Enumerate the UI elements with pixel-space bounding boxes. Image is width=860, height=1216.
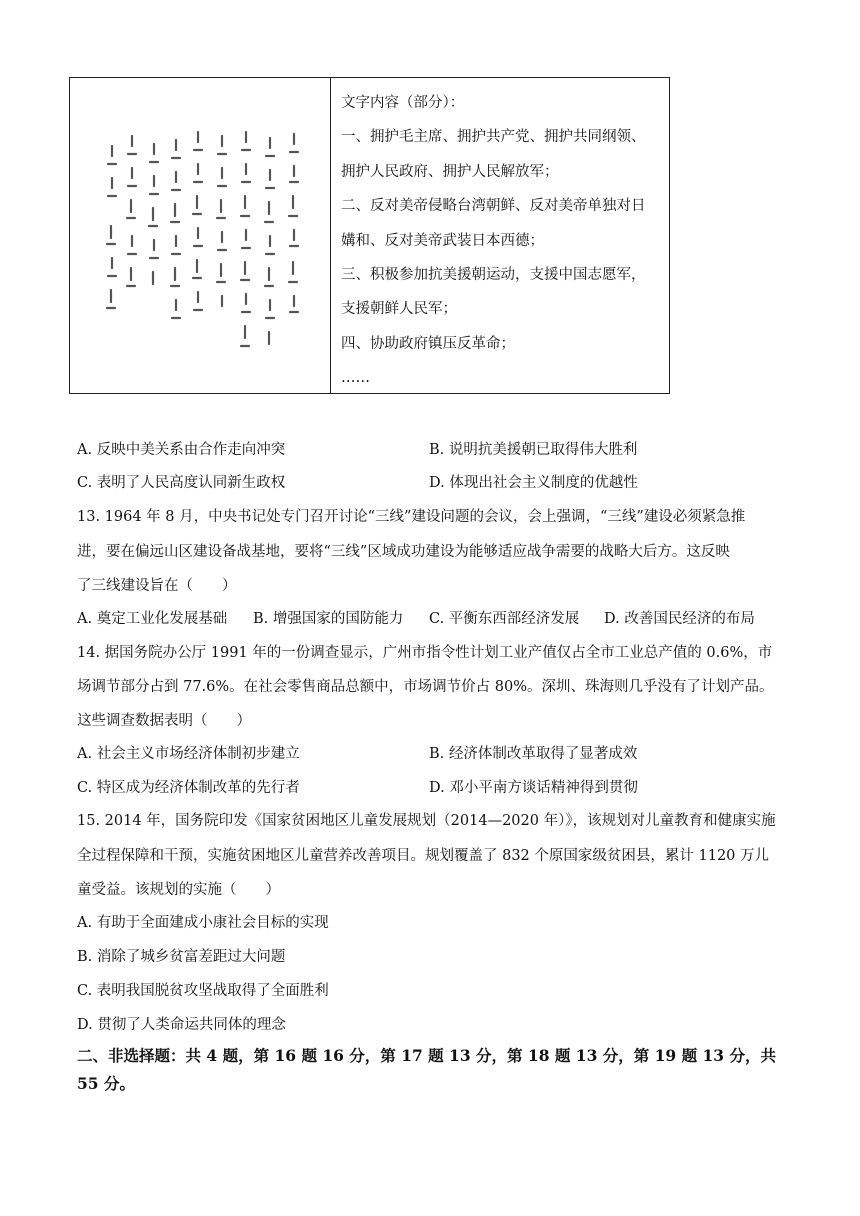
q13-stem-line: 进，要在偏远山区建设备战基地，要将“三线”区域成功建设为能够适应战争需要的战略大后方。这反映 <box>77 544 730 560</box>
handwriting-image <box>98 126 308 366</box>
q13-stem-line: 了三线建设旨在（ ） <box>77 578 237 594</box>
document-text-line: 二、反对美帝侵略台湾朝鲜、反对美帝单独对日 <box>341 198 646 215</box>
q15-stem-line: 15. 2014 年，国务院印发《国家贫困地区儿童发展规划（2014—2020 年）》，该规划对儿童教育和健康实施 <box>77 813 776 829</box>
q15-option-c[interactable]: C. 表明我国脱贫攻坚战取得了全面胜利 <box>77 983 329 999</box>
q14-option-c[interactable]: C. 特区成为经济体制改革的先行者 <box>77 780 300 796</box>
document-text-line: 三、积极参加抗美援朝运动，支援中国志愿军， <box>341 266 646 283</box>
q13-option-c[interactable]: C. 平衡东西部经济发展 <box>429 611 580 627</box>
q12-option-a[interactable]: A. 反映中美关系由合作走向冲突 <box>77 442 286 458</box>
q14-stem-line: 14. 据国务院办公厅 1991 年的一份调查显示，广州市指令性计划工业产值仅占全市工业总产值的 0.6%，市 <box>77 645 773 661</box>
document-text-line: …… <box>341 370 370 387</box>
q15-stem-line: 童受益。该规划的实施（ ） <box>77 882 280 898</box>
document-text-line: 一、拥护毛主席、拥护共产党、拥护共同纲领、 <box>341 129 646 146</box>
q13-option-d[interactable]: D. 改善国民经济的布局 <box>604 611 755 627</box>
document-text-line: 四、协助政府镇压反革命； <box>341 335 515 352</box>
document-text-line: 拥护人民政府、拥护人民解放军； <box>341 163 559 180</box>
q15-stem-line: 全过程保障和干预，实施贫困地区儿童营养改善项目。规划覆盖了 832 个原国家级贫困县，累计 1120 万儿 <box>77 848 770 864</box>
source-table <box>69 77 670 394</box>
handwritten-document-image <box>70 78 331 393</box>
q12-option-c[interactable]: C. 表明了人民高度认同新生政权 <box>77 475 286 491</box>
q15-option-b[interactable]: B. 消除了城乡贫富差距过大问题 <box>77 949 286 965</box>
q13-stem-line: 13. 1964 年 8 月，中央书记处专门召开讨论“三线”建设问题的会议，会上强调，“三线”建设必须紧急推 <box>77 509 746 525</box>
section-2-title-cont: 55 分。 <box>77 1074 135 1093</box>
q14-option-b[interactable]: B. 经济体制改革取得了显著成效 <box>429 746 638 762</box>
q13-option-a[interactable]: A. 奠定工业化发展基础 <box>77 611 228 627</box>
q15-option-d[interactable]: D. 贯彻了人类命运共同体的理念 <box>77 1017 286 1033</box>
q14-stem-line: 场调节部分占到 77.6%。在社会零售商品总额中，市场调节价占 80%。深圳、珠海则几乎没有了计划产品。 <box>77 679 774 695</box>
document-text-line: 文字内容（部分）： <box>341 95 465 111</box>
document-text-line: 支援朝鲜人民军； <box>341 301 457 318</box>
section-2-title: 二、非选择题：共 4 题，第 16 题 16 分，第 17 题 13 分，第 18 题 13 分，第 19 题 13 分，共 <box>77 1046 776 1065</box>
q12-option-d[interactable]: D. 体现出社会主义制度的优越性 <box>429 475 638 491</box>
q12-option-b[interactable]: B. 说明抗美援朝已取得伟大胜利 <box>429 442 638 458</box>
document-text-line: 媾和、反对美帝武装日本西德； <box>341 232 544 249</box>
q13-option-b[interactable]: B. 增强国家的国防能力 <box>253 611 404 627</box>
document-text-cell <box>331 78 669 393</box>
q15-option-a[interactable]: A. 有助于全面建成小康社会目标的实现 <box>77 915 329 931</box>
q14-stem-line: 这些调查数据表明（ ） <box>77 713 251 729</box>
q14-option-a[interactable]: A. 社会主义市场经济体制初步建立 <box>77 746 300 762</box>
q14-option-d[interactable]: D. 邓小平南方谈话精神得到贯彻 <box>429 780 638 796</box>
